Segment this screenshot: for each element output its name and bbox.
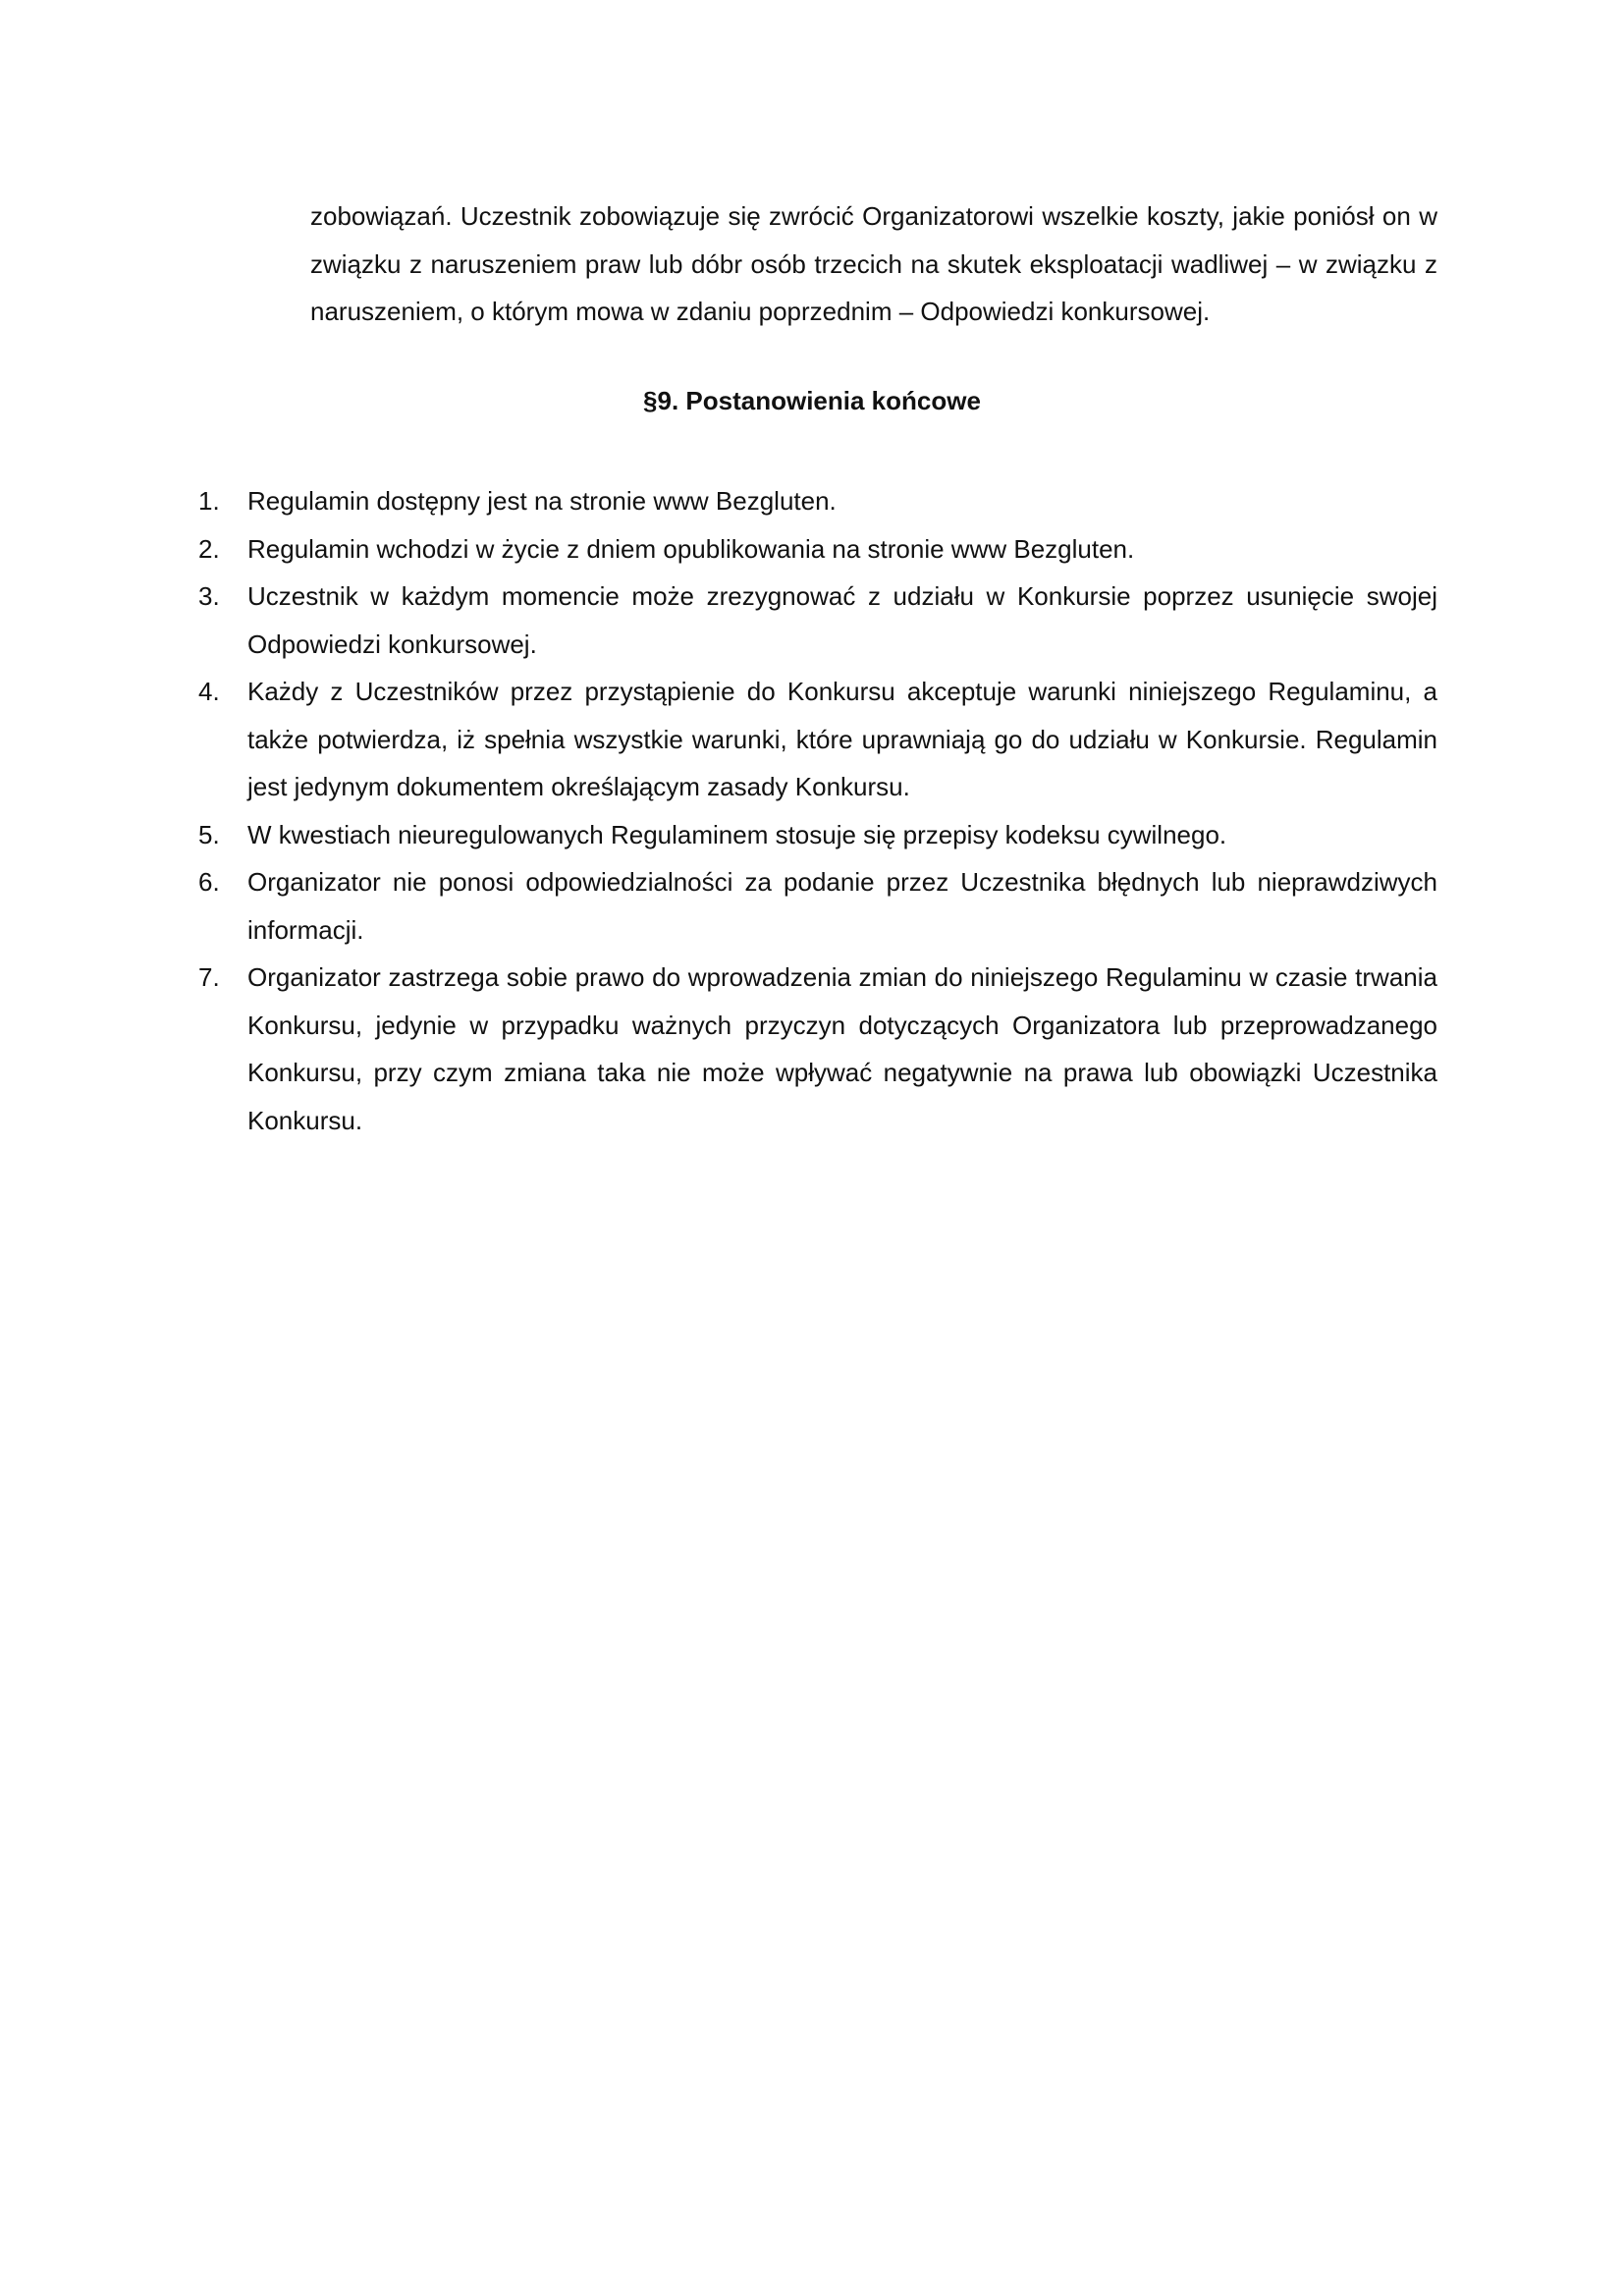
list-item: [198, 573, 1437, 668]
list-item-text: Uczestnik w każdym momencie może zrezygnować z udziału w Konkursie poprzez usunięcie swojej Odpowiedzi konkursowej.: [247, 581, 1437, 659]
final-provisions-list: [198, 477, 1437, 1144]
list-item: [198, 477, 1437, 525]
list-item: [198, 811, 1437, 859]
list-item-text: Organizator nie ponosi odpowiedzialności za podanie przez Uczestnika błędnych lub nieprawdziwych informacji.: [247, 867, 1437, 945]
list-item-text: Regulamin wchodzi w życie z dniem opublikowania na stronie www Bezgluten.: [247, 533, 1135, 564]
list-item-text: Organizator zastrzega sobie prawo do wprowadzenia zmian do niniejszego Regulaminu w czasie trwania Konkursu, jedynie w przypadku ważnych przyczyn dotyczących Organizatora lub przeprowadzanego Konkursu, przy czym zmiana taka nie może wpływać negatywnie na prawa lub obowiązki Uczestnika Konkursu.: [247, 962, 1437, 1135]
list-item-number: 2.: [198, 533, 220, 564]
list-item-number: 7.: [198, 962, 220, 992]
list-item: [198, 525, 1437, 574]
list-item: [198, 858, 1437, 954]
list-item-number: 3.: [198, 581, 220, 611]
list-item-number: 1.: [198, 486, 220, 516]
list-item-text: Każdy z Uczestników przez przystąpienie do Konkursu akceptuje warunki niniejszego Regulaminu, a także potwierdza, iż spełnia wszystkie warunki, które uprawniają go do udziału w Konkursie. Regulamin jest jedynym dokumentem określającym zasady Konkursu.: [247, 677, 1437, 801]
list-item-number: 4.: [198, 677, 220, 706]
list-item-number: 6.: [198, 867, 220, 897]
continuation-paragraph: zobowiązań. Uczestnik zobowiązuje się zwrócić Organizatorowi wszelkie koszty, jakie poniósł on w związku z naruszeniem praw lub dóbr osób trzecich na skutek eksploatacji wadliwej – w związku z naruszeniem, o którym mowa w zdaniu poprzednim – Odpowiedzi konkursowej.: [310, 201, 1437, 326]
list-item: [198, 954, 1437, 1144]
list-item: [198, 668, 1437, 811]
section-heading: §9. Postanowienia końcowe: [643, 386, 981, 415]
list-item-text: Regulamin dostępny jest na stronie www Bezgluten.: [247, 486, 837, 516]
list-item-number: 5.: [198, 819, 220, 849]
list-item-text: W kwestiach nieuregulowanych Regulaminem stosuje się przepisy kodeksu cywilnego.: [247, 819, 1227, 849]
